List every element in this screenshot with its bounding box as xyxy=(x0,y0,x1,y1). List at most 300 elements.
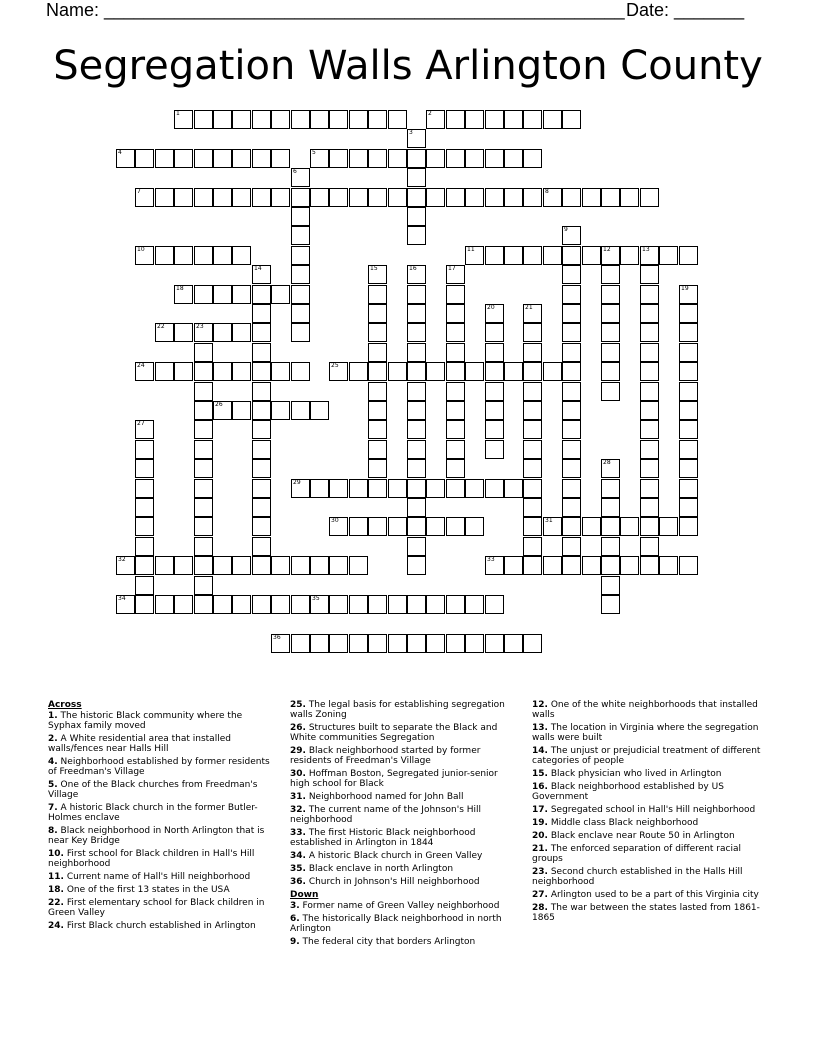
grid-cell[interactable] xyxy=(368,323,387,342)
grid-cell[interactable] xyxy=(446,595,465,614)
grid-cell[interactable] xyxy=(485,440,504,459)
grid-cell[interactable] xyxy=(271,149,290,168)
grid-cell[interactable] xyxy=(368,285,387,304)
grid-cell[interactable] xyxy=(640,556,659,575)
grid-cell[interactable] xyxy=(252,285,271,304)
grid-cell[interactable] xyxy=(485,246,504,265)
grid-cell[interactable] xyxy=(679,459,698,478)
grid-cell[interactable] xyxy=(523,537,542,556)
grid-cell[interactable] xyxy=(135,246,154,265)
grid-cell[interactable] xyxy=(349,188,368,207)
grid-cell[interactable] xyxy=(640,362,659,381)
grid-cell[interactable] xyxy=(407,595,426,614)
grid-cell[interactable] xyxy=(232,110,251,129)
grid-cell[interactable] xyxy=(155,188,174,207)
grid-cell[interactable] xyxy=(368,459,387,478)
grid-cell[interactable] xyxy=(640,459,659,478)
grid-cell[interactable] xyxy=(485,634,504,653)
grid-cell[interactable] xyxy=(213,149,232,168)
grid-cell[interactable] xyxy=(291,479,310,498)
grid-cell[interactable] xyxy=(310,634,329,653)
grid-cell[interactable] xyxy=(329,362,348,381)
grid-cell[interactable] xyxy=(446,401,465,420)
grid-cell[interactable] xyxy=(601,188,620,207)
grid-cell[interactable] xyxy=(232,285,251,304)
grid-cell[interactable] xyxy=(562,246,581,265)
grid-cell[interactable] xyxy=(465,246,484,265)
grid-cell[interactable] xyxy=(194,149,213,168)
grid-cell[interactable] xyxy=(407,498,426,517)
grid-cell[interactable] xyxy=(407,401,426,420)
grid-cell[interactable] xyxy=(407,226,426,245)
grid-cell[interactable] xyxy=(135,576,154,595)
grid-cell[interactable] xyxy=(504,362,523,381)
grid-cell[interactable] xyxy=(485,401,504,420)
grid-cell[interactable] xyxy=(252,440,271,459)
grid-cell[interactable] xyxy=(601,265,620,284)
grid-cell[interactable] xyxy=(155,323,174,342)
grid-cell[interactable] xyxy=(135,479,154,498)
grid-cell[interactable] xyxy=(291,634,310,653)
grid-cell[interactable] xyxy=(543,110,562,129)
grid-cell[interactable] xyxy=(407,556,426,575)
grid-cell[interactable] xyxy=(426,634,445,653)
grid-cell[interactable] xyxy=(291,285,310,304)
grid-cell[interactable] xyxy=(194,382,213,401)
grid-cell[interactable] xyxy=(679,401,698,420)
grid-cell[interactable] xyxy=(368,479,387,498)
grid-cell[interactable] xyxy=(252,304,271,323)
grid-cell[interactable] xyxy=(329,634,348,653)
grid-cell[interactable] xyxy=(620,556,639,575)
grid-cell[interactable] xyxy=(601,517,620,536)
grid-cell[interactable] xyxy=(446,440,465,459)
grid-cell[interactable] xyxy=(349,517,368,536)
grid-cell[interactable] xyxy=(679,304,698,323)
grid-cell[interactable] xyxy=(213,188,232,207)
grid-cell[interactable] xyxy=(194,110,213,129)
grid-cell[interactable] xyxy=(640,517,659,536)
grid-cell[interactable] xyxy=(562,440,581,459)
grid-cell[interactable] xyxy=(601,323,620,342)
grid-cell[interactable] xyxy=(252,188,271,207)
grid-cell[interactable] xyxy=(135,498,154,517)
grid-cell[interactable] xyxy=(601,285,620,304)
grid-cell[interactable] xyxy=(174,149,193,168)
grid-cell[interactable] xyxy=(388,110,407,129)
grid-cell[interactable] xyxy=(368,304,387,323)
grid-cell[interactable] xyxy=(620,188,639,207)
grid-cell[interactable] xyxy=(291,110,310,129)
grid-cell[interactable] xyxy=(174,556,193,575)
grid-cell[interactable] xyxy=(368,634,387,653)
grid-cell[interactable] xyxy=(310,479,329,498)
grid-cell[interactable] xyxy=(155,556,174,575)
grid-cell[interactable] xyxy=(252,401,271,420)
grid-cell[interactable] xyxy=(407,188,426,207)
grid-cell[interactable] xyxy=(368,343,387,362)
name-field[interactable]: Name: ____________________________________________________ xyxy=(46,0,625,20)
grid-cell[interactable] xyxy=(523,634,542,653)
grid-cell[interactable] xyxy=(523,517,542,536)
grid-cell[interactable] xyxy=(562,537,581,556)
grid-cell[interactable] xyxy=(329,595,348,614)
grid-cell[interactable] xyxy=(601,479,620,498)
grid-cell[interactable] xyxy=(465,517,484,536)
grid-cell[interactable] xyxy=(562,323,581,342)
grid-cell[interactable] xyxy=(446,323,465,342)
grid-cell[interactable] xyxy=(601,362,620,381)
grid-cell[interactable] xyxy=(485,343,504,362)
grid-cell[interactable] xyxy=(271,401,290,420)
grid-cell[interactable] xyxy=(368,362,387,381)
grid-cell[interactable] xyxy=(640,265,659,284)
grid-cell[interactable] xyxy=(368,265,387,284)
grid-cell[interactable] xyxy=(465,149,484,168)
grid-cell[interactable] xyxy=(388,517,407,536)
grid-cell[interactable] xyxy=(291,207,310,226)
grid-cell[interactable] xyxy=(407,149,426,168)
grid-cell[interactable] xyxy=(252,382,271,401)
grid-cell[interactable] xyxy=(582,517,601,536)
grid-cell[interactable] xyxy=(407,265,426,284)
grid-cell[interactable] xyxy=(252,362,271,381)
grid-cell[interactable] xyxy=(426,149,445,168)
grid-cell[interactable] xyxy=(465,362,484,381)
grid-cell[interactable] xyxy=(349,110,368,129)
grid-cell[interactable] xyxy=(194,556,213,575)
grid-cell[interactable] xyxy=(252,323,271,342)
grid-cell[interactable] xyxy=(640,498,659,517)
grid-cell[interactable] xyxy=(252,595,271,614)
grid-cell[interactable] xyxy=(232,595,251,614)
grid-cell[interactable] xyxy=(601,537,620,556)
grid-cell[interactable] xyxy=(310,110,329,129)
grid-cell[interactable] xyxy=(213,323,232,342)
grid-cell[interactable] xyxy=(252,149,271,168)
grid-cell[interactable] xyxy=(446,382,465,401)
grid-cell[interactable] xyxy=(426,188,445,207)
grid-cell[interactable] xyxy=(194,498,213,517)
grid-cell[interactable] xyxy=(679,382,698,401)
grid-cell[interactable] xyxy=(368,595,387,614)
grid-cell[interactable] xyxy=(271,188,290,207)
grid-cell[interactable] xyxy=(504,246,523,265)
grid-cell[interactable] xyxy=(368,382,387,401)
grid-cell[interactable] xyxy=(194,440,213,459)
grid-cell[interactable] xyxy=(194,537,213,556)
grid-cell[interactable] xyxy=(426,595,445,614)
grid-cell[interactable] xyxy=(329,188,348,207)
grid-cell[interactable] xyxy=(485,420,504,439)
grid-cell[interactable] xyxy=(388,479,407,498)
grid-cell[interactable] xyxy=(252,479,271,498)
grid-cell[interactable] xyxy=(465,110,484,129)
grid-cell[interactable] xyxy=(543,246,562,265)
grid-cell[interactable] xyxy=(485,382,504,401)
grid-cell[interactable] xyxy=(523,401,542,420)
grid-cell[interactable] xyxy=(485,188,504,207)
grid-cell[interactable] xyxy=(252,110,271,129)
grid-cell[interactable] xyxy=(407,343,426,362)
grid-cell[interactable] xyxy=(523,149,542,168)
grid-cell[interactable] xyxy=(368,440,387,459)
grid-cell[interactable] xyxy=(329,479,348,498)
grid-cell[interactable] xyxy=(407,304,426,323)
grid-cell[interactable] xyxy=(523,420,542,439)
grid-cell[interactable] xyxy=(679,440,698,459)
grid-cell[interactable] xyxy=(271,285,290,304)
grid-cell[interactable] xyxy=(523,323,542,342)
grid-cell[interactable] xyxy=(562,188,581,207)
grid-cell[interactable] xyxy=(155,362,174,381)
grid-cell[interactable] xyxy=(523,440,542,459)
grid-cell[interactable] xyxy=(523,110,542,129)
grid-cell[interactable] xyxy=(640,537,659,556)
grid-cell[interactable] xyxy=(213,285,232,304)
grid-cell[interactable] xyxy=(174,595,193,614)
grid-cell[interactable] xyxy=(388,362,407,381)
grid-cell[interactable] xyxy=(232,188,251,207)
grid-cell[interactable] xyxy=(562,401,581,420)
grid-cell[interactable] xyxy=(291,556,310,575)
grid-cell[interactable] xyxy=(194,517,213,536)
grid-cell[interactable] xyxy=(213,595,232,614)
grid-cell[interactable] xyxy=(601,343,620,362)
grid-cell[interactable] xyxy=(368,420,387,439)
grid-cell[interactable] xyxy=(601,246,620,265)
grid-cell[interactable] xyxy=(620,517,639,536)
grid-cell[interactable] xyxy=(232,362,251,381)
grid-cell[interactable] xyxy=(446,285,465,304)
grid-cell[interactable] xyxy=(213,362,232,381)
grid-cell[interactable] xyxy=(679,479,698,498)
grid-cell[interactable] xyxy=(271,556,290,575)
grid-cell[interactable] xyxy=(329,517,348,536)
grid-cell[interactable] xyxy=(485,323,504,342)
grid-cell[interactable] xyxy=(291,595,310,614)
grid-cell[interactable] xyxy=(562,226,581,245)
grid-cell[interactable] xyxy=(368,110,387,129)
grid-cell[interactable] xyxy=(504,634,523,653)
grid-cell[interactable] xyxy=(465,634,484,653)
grid-cell[interactable] xyxy=(388,634,407,653)
grid-cell[interactable] xyxy=(407,382,426,401)
grid-cell[interactable] xyxy=(291,265,310,284)
grid-cell[interactable] xyxy=(601,459,620,478)
grid-cell[interactable] xyxy=(562,420,581,439)
grid-cell[interactable] xyxy=(562,304,581,323)
grid-cell[interactable] xyxy=(174,362,193,381)
grid-cell[interactable] xyxy=(291,401,310,420)
grid-cell[interactable] xyxy=(232,246,251,265)
grid-cell[interactable] xyxy=(194,246,213,265)
grid-cell[interactable] xyxy=(407,362,426,381)
grid-cell[interactable] xyxy=(485,110,504,129)
grid-cell[interactable] xyxy=(407,285,426,304)
grid-cell[interactable] xyxy=(194,188,213,207)
grid-cell[interactable] xyxy=(116,556,135,575)
grid-cell[interactable] xyxy=(174,188,193,207)
grid-cell[interactable] xyxy=(543,362,562,381)
grid-cell[interactable] xyxy=(601,576,620,595)
grid-cell[interactable] xyxy=(135,440,154,459)
grid-cell[interactable] xyxy=(135,595,154,614)
grid-cell[interactable] xyxy=(194,576,213,595)
grid-cell[interactable] xyxy=(135,362,154,381)
grid-cell[interactable] xyxy=(640,188,659,207)
grid-cell[interactable] xyxy=(291,188,310,207)
grid-cell[interactable] xyxy=(291,304,310,323)
grid-cell[interactable] xyxy=(426,517,445,536)
grid-cell[interactable] xyxy=(174,246,193,265)
grid-cell[interactable] xyxy=(116,595,135,614)
grid-cell[interactable] xyxy=(194,285,213,304)
grid-cell[interactable] xyxy=(543,556,562,575)
grid-cell[interactable] xyxy=(659,246,678,265)
grid-cell[interactable] xyxy=(504,110,523,129)
grid-cell[interactable] xyxy=(368,517,387,536)
grid-cell[interactable] xyxy=(582,246,601,265)
grid-cell[interactable] xyxy=(679,556,698,575)
grid-cell[interactable] xyxy=(523,304,542,323)
grid-cell[interactable] xyxy=(252,537,271,556)
grid-cell[interactable] xyxy=(446,420,465,439)
grid-cell[interactable] xyxy=(349,362,368,381)
grid-cell[interactable] xyxy=(426,362,445,381)
grid-cell[interactable] xyxy=(601,595,620,614)
grid-cell[interactable] xyxy=(135,459,154,478)
grid-cell[interactable] xyxy=(562,498,581,517)
grid-cell[interactable] xyxy=(679,517,698,536)
grid-cell[interactable] xyxy=(659,556,678,575)
grid-cell[interactable] xyxy=(601,556,620,575)
grid-cell[interactable] xyxy=(407,634,426,653)
grid-cell[interactable] xyxy=(446,459,465,478)
grid-cell[interactable] xyxy=(446,479,465,498)
grid-cell[interactable] xyxy=(194,343,213,362)
grid-cell[interactable] xyxy=(329,110,348,129)
grid-cell[interactable] xyxy=(252,556,271,575)
grid-cell[interactable] xyxy=(485,304,504,323)
grid-cell[interactable] xyxy=(291,246,310,265)
grid-cell[interactable] xyxy=(155,246,174,265)
grid-cell[interactable] xyxy=(640,323,659,342)
grid-cell[interactable] xyxy=(135,556,154,575)
grid-cell[interactable] xyxy=(291,168,310,187)
grid-cell[interactable] xyxy=(213,246,232,265)
grid-cell[interactable] xyxy=(562,517,581,536)
grid-cell[interactable] xyxy=(155,149,174,168)
grid-cell[interactable] xyxy=(174,323,193,342)
grid-cell[interactable] xyxy=(252,265,271,284)
grid-cell[interactable] xyxy=(213,556,232,575)
grid-cell[interactable] xyxy=(407,420,426,439)
grid-cell[interactable] xyxy=(562,265,581,284)
grid-cell[interactable] xyxy=(310,149,329,168)
grid-cell[interactable] xyxy=(388,149,407,168)
grid-cell[interactable] xyxy=(640,401,659,420)
grid-cell[interactable] xyxy=(446,634,465,653)
grid-cell[interactable] xyxy=(523,362,542,381)
grid-cell[interactable] xyxy=(620,246,639,265)
grid-cell[interactable] xyxy=(368,188,387,207)
grid-cell[interactable] xyxy=(407,479,426,498)
grid-cell[interactable] xyxy=(523,188,542,207)
grid-cell[interactable] xyxy=(349,479,368,498)
grid-cell[interactable] xyxy=(640,343,659,362)
grid-cell[interactable] xyxy=(291,226,310,245)
grid-cell[interactable] xyxy=(407,323,426,342)
grid-cell[interactable] xyxy=(271,362,290,381)
grid-cell[interactable] xyxy=(582,188,601,207)
grid-cell[interactable] xyxy=(640,479,659,498)
grid-cell[interactable] xyxy=(135,149,154,168)
grid-cell[interactable] xyxy=(446,304,465,323)
grid-cell[interactable] xyxy=(523,343,542,362)
grid-cell[interactable] xyxy=(640,440,659,459)
grid-cell[interactable] xyxy=(562,459,581,478)
grid-cell[interactable] xyxy=(407,517,426,536)
grid-cell[interactable] xyxy=(504,556,523,575)
grid-cell[interactable] xyxy=(562,382,581,401)
grid-cell[interactable] xyxy=(679,343,698,362)
grid-cell[interactable] xyxy=(407,207,426,226)
grid-cell[interactable] xyxy=(601,382,620,401)
grid-cell[interactable] xyxy=(562,343,581,362)
grid-cell[interactable] xyxy=(174,110,193,129)
grid-cell[interactable] xyxy=(446,188,465,207)
grid-cell[interactable] xyxy=(465,479,484,498)
grid-cell[interactable] xyxy=(640,285,659,304)
grid-cell[interactable] xyxy=(232,556,251,575)
grid-cell[interactable] xyxy=(194,595,213,614)
grid-cell[interactable] xyxy=(174,285,193,304)
grid-cell[interactable] xyxy=(504,188,523,207)
grid-cell[interactable] xyxy=(252,498,271,517)
grid-cell[interactable] xyxy=(135,420,154,439)
grid-cell[interactable] xyxy=(252,343,271,362)
grid-cell[interactable] xyxy=(659,517,678,536)
grid-cell[interactable] xyxy=(252,517,271,536)
grid-cell[interactable] xyxy=(252,420,271,439)
grid-cell[interactable] xyxy=(562,285,581,304)
grid-cell[interactable] xyxy=(640,382,659,401)
grid-cell[interactable] xyxy=(310,595,329,614)
grid-cell[interactable] xyxy=(523,556,542,575)
grid-cell[interactable] xyxy=(194,401,213,420)
grid-cell[interactable] xyxy=(155,595,174,614)
grid-cell[interactable] xyxy=(601,304,620,323)
grid-cell[interactable] xyxy=(562,556,581,575)
grid-cell[interactable] xyxy=(194,323,213,342)
grid-cell[interactable] xyxy=(271,634,290,653)
grid-cell[interactable] xyxy=(640,246,659,265)
grid-cell[interactable] xyxy=(271,595,290,614)
grid-cell[interactable] xyxy=(523,246,542,265)
grid-cell[interactable] xyxy=(446,110,465,129)
grid-cell[interactable] xyxy=(349,556,368,575)
grid-cell[interactable] xyxy=(446,265,465,284)
grid-cell[interactable] xyxy=(407,537,426,556)
grid-cell[interactable] xyxy=(232,323,251,342)
grid-cell[interactable] xyxy=(232,401,251,420)
grid-cell[interactable] xyxy=(679,420,698,439)
grid-cell[interactable] xyxy=(679,246,698,265)
grid-cell[interactable] xyxy=(310,401,329,420)
grid-cell[interactable] xyxy=(194,420,213,439)
grid-cell[interactable] xyxy=(329,149,348,168)
